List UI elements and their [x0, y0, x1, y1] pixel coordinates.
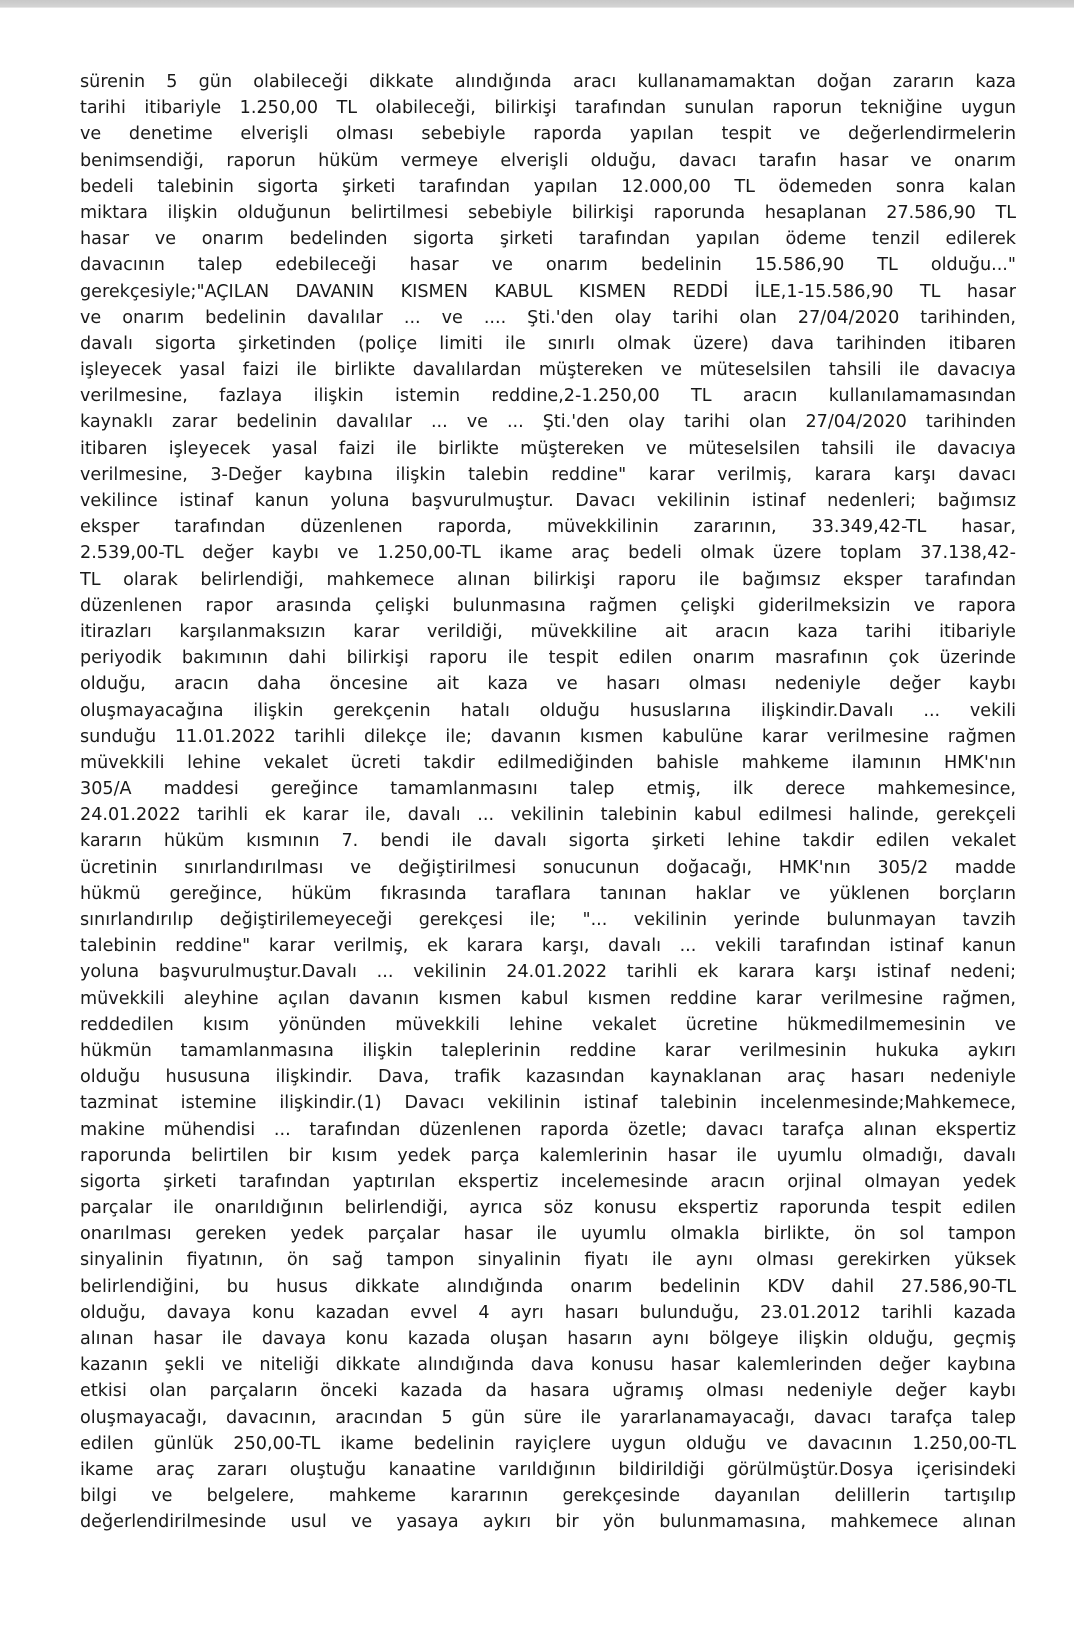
- text-line: sunduğu 11.01.2022 tarihli dilekçe ile; davanın kısmen kabulüne karar verilmesine rağmen: [80, 726, 1016, 747]
- text-line: eksper tarafından düzenlenen raporda, müvekkilinin zararının, 33.349,42-TL hasar,: [80, 517, 1016, 538]
- text-line: raporunda belirtilen bir kısım yedek parça kalemlerinin hasar ile uyumlu olmadığı, davalı: [80, 1145, 1016, 1166]
- text-line: ikame araç zararı oluştuğu kanaatine varıldığının bildirildiği görülmüştür.Dosya içerisindeki: [80, 1459, 1016, 1480]
- text-line: vekilince istinaf kanun yoluna başvurulmuştur. Davacı vekilinin istinaf nedenleri; bağımsız: [80, 491, 1016, 511]
- text-line: verilmesine, 3-Değer kaybına ilişkin talebin reddine" karar verilmiş, karara karşı davacı: [80, 464, 1016, 485]
- text-line: verilmesine, fazlaya ilişkin istemin reddine,2-1.250,00 TL aracın kullanılamamasından: [80, 386, 1016, 407]
- text-line: oluşmayacağına ilişkin gerekçenin hatalı olduğu hususlarına ilişkindir.Davalı ... vekili: [80, 700, 1016, 721]
- text-line: işleyecek yasal faizi ile birlikte davalılardan müştereken ve müteselsilen tahsili ile davacıya: [80, 360, 1016, 381]
- text-line: gerekçesiyle;"AÇILAN DAVANIN KISMEN KABUL KISMEN REDDİ İLE,1-15.586,90 TL hasar: [80, 281, 1016, 302]
- text-line: olduğu hususuna ilişkindir. Dava, trafik kazasından kaynaklanan araç hasarı nedeniyle: [80, 1067, 1016, 1088]
- text-line: ücretinin sınırlandırılması ve değiştirilmesi sonucunun doğacağı, HMK'nın 305/2 madde: [80, 857, 1016, 878]
- text-line: sinyalinin fiyatının, ön sağ tampon sinyalinin fiyatı ile aynı olması gerekirken yüksek: [80, 1250, 1016, 1271]
- text-line: müvekkili lehine vekalet ücreti takdir edilmediğinden bahisle mahkeme ilamının HMK'nın: [80, 752, 1016, 773]
- text-line: edilen günlük 250,00-TL ikame bedelinin rayiçlere uygun olduğu ve davacının 1.250,00-TL: [80, 1433, 1016, 1454]
- text-line: kazanın şekli ve niteliği dikkate alındığında dava konusu hasar kalemlerinden değer kaybına: [80, 1355, 1016, 1376]
- text-line: TL olarak belirlendiği, mahkemece alınan bilirkişi raporu ile bağımsız eksper tarafından: [80, 569, 1016, 590]
- text-line: periyodik bakımının dahi bilirkişi raporu ile tespit edilen onarım masrafının çok üzerinde: [80, 648, 1016, 669]
- text-line: etkisi olan parçaların önceki kazada da hasara uğramış olması nedeniyle değer kaybı: [80, 1381, 1016, 1402]
- text-line: sınırlandırılıp değiştirilemeyeceği gerekçesi ile; "... vekilinin yerinde bulunmayan tavzih: [80, 910, 1016, 930]
- text-line: itibaren işleyecek yasal faizi ile birlikte müştereken ve müteselsilen tahsili ile davacıya: [80, 438, 1016, 459]
- text-line: olduğu, davaya konu kazadan evvel 4 ayrı hasarı bulunduğu, 23.01.2012 tarihli kazada: [80, 1302, 1016, 1323]
- text-line: talebinin reddine" karar verilmiş, ek karara karşı, davalı ... vekili tarafından istinaf kanun: [80, 936, 1016, 957]
- text-line: değerlendirilmesinde usul ve yasaya aykırı bir yön bulunmamasına, mahkemece alınan: [80, 1512, 1016, 1533]
- text-line: davalı sigorta şirketinden (poliçe limiti ile sınırlı olmak üzere) dava tarihinden itibaren: [80, 333, 1016, 354]
- text-line: 305/A maddesi gereğince tamamlanmasını talep etmiş, ilk derece mahkemesince,: [80, 779, 1016, 800]
- text-line: tazminat istemine ilişkindir.(1) Davacı vekilinin istinaf talebinin incelenmesinde;Mahkemece,: [80, 1093, 1016, 1114]
- text-line: bedeli talebinin sigorta şirketi tarafından yapılan 12.000,00 TL ödemeden sonra kalan: [80, 176, 1016, 197]
- text-line: ve onarım bedelinin davalılar ... ve .... Şti.'den olay tarihi olan 27/04/2020 tarihinden,: [80, 307, 1016, 328]
- text-line: makine mühendisi ... tarafından düzenlenen raporda özetle; davacı tarafça alınan ekspertiz: [80, 1119, 1016, 1140]
- text-line: olduğu, aracın daha öncesine ait kaza ve hasarı olması nedeniyle değer kaybı: [80, 674, 1016, 695]
- text-line: müvekkili aleyhine açılan davanın kısmen kabul kısmen reddine karar verilmesine rağmen,: [80, 988, 1016, 1009]
- text-line: onarılması gereken yedek parçalar hasar ile uyumlu olmakla birlikte, ön sol tampon: [80, 1224, 1016, 1245]
- text-line: ve denetime elverişli olması sebebiyle raporda yapılan tespit ve değerlendirmelerin: [80, 124, 1016, 145]
- text-line: kararın hüküm kısmının 7. bendi ile davalı sigorta şirketi lehine takdir edilen vekalet: [80, 831, 1016, 852]
- text-line: parçalar ile onarıldığının belirlendiği, ayrıca söz konusu ekspertiz raporunda tespit edilen: [80, 1198, 1016, 1219]
- text-line: hükmün tamamlanmasına ilişkin taleplerinin reddine karar verilmesinin hukuka aykırı: [80, 1040, 1016, 1061]
- text-line: sigorta şirketi tarafından yaptırılan ekspertiz incelemesinde aracın orjinal olmayan yedek: [80, 1171, 1016, 1192]
- text-line: oluşmayacağı, davacının, aracından 5 gün süre ile yararlanamayacağı, davacı tarafça talep: [80, 1407, 1016, 1428]
- text-line: tarihi itibariyle 1.250,00 TL olabileceği, bilirkişi tarafından sunulan raporun tekniğine uygun: [80, 98, 1016, 119]
- text-line: düzenlenen rapor arasında çelişki bulunmasına rağmen çelişki giderilmeksizin ve rapora: [80, 595, 1016, 616]
- text-line: alınan hasar ile davaya konu kazada oluşan hasarın aynı bölgeye ilişkin olduğu, geçmiş: [80, 1329, 1016, 1349]
- text-line: davacının talep edebileceği hasar ve onarım bedelinin 15.586,90 TL olduğu...": [80, 255, 1016, 276]
- text-line: yoluna başvurulmuştur.Davalı ... vekilinin 24.01.2022 tarihli ek karara karşı istinaf nedeni;: [80, 962, 1016, 983]
- text-line: belirlendiğini, bu husus dikkate alındığında onarım bedelinin KDV dahil 27.586,90-TL: [80, 1276, 1016, 1297]
- text-line: benimsendiği, raporun hüküm vermeye elverişli olduğu, davacı tarafın hasar ve onarım: [80, 150, 1016, 171]
- text-line: sürenin 5 gün olabileceği dikkate alındığında aracı kullanamamaktan doğan zararın kaza: [80, 72, 1016, 92]
- top-toolbar-edge: [0, 0, 1074, 8]
- text-line: 2.539,00-TL değer kaybı ve 1.250,00-TL ikame araç bedeli olmak üzere toplam 37.138,42-: [80, 543, 1016, 564]
- text-line: hükmü gereğince, hüküm fıkrasında taraflara tanınan haklar ve yüklenen borçların: [80, 883, 1016, 904]
- text-line: kaynaklı zarar bedelinin davalılar ... ve ... Şti.'den olay tarihi olan 27/04/2020 tarihinden: [80, 412, 1016, 433]
- text-line: itirazları karşılanmaksızın karar verildiği, müvekkiline ait aracın kaza tarihi itibariyle: [80, 621, 1016, 642]
- text-line: miktara ilişkin olduğunun belirtilmesi sebebiyle bilirkişi raporunda hesaplanan 27.586,90 TL: [80, 202, 1016, 223]
- text-line: reddedilen kısım yönünden müvekkili lehine vekalet ücretine hükmedilmemesinin ve: [80, 1014, 1016, 1035]
- text-line: bilgi ve belgelere, mahkeme kararının gerekçesinde dayanılan delillerin tartışılıp: [80, 1486, 1016, 1507]
- text-line: hasar ve onarım bedelinden sigorta şirketi tarafından yapılan ödeme tenzil edilerek: [80, 229, 1016, 250]
- document-body: [80, 69, 1016, 1536]
- text-line: 24.01.2022 tarihli ek karar ile, davalı ... vekilinin talebinin kabul edilmesi halinde, gerekçeli: [80, 805, 1016, 826]
